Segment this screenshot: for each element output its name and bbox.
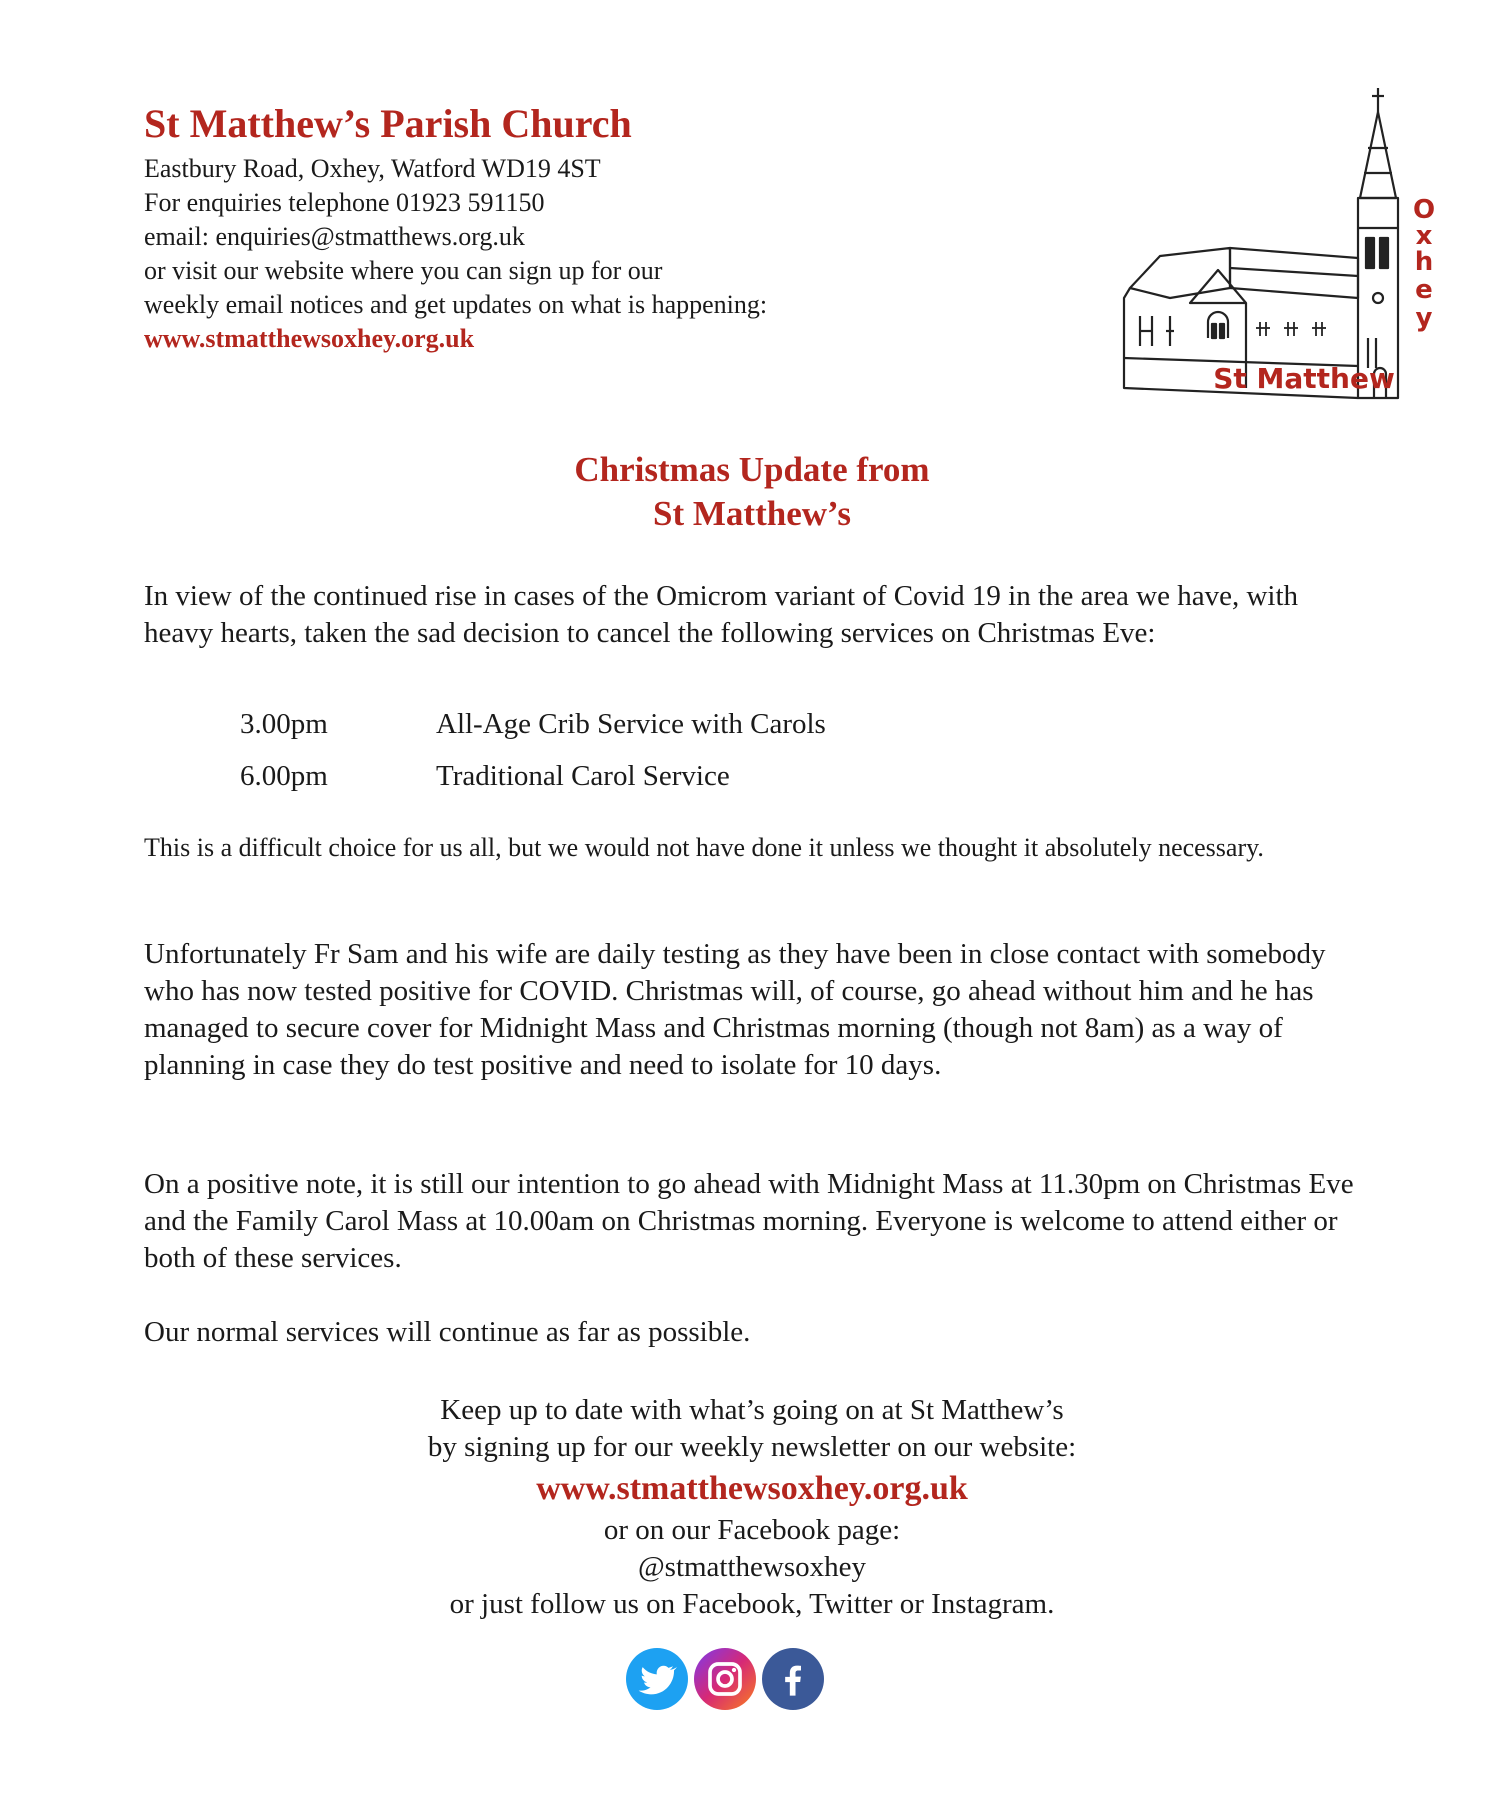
church-header <box>144 100 904 356</box>
church-logo <box>1110 88 1450 408</box>
cancelled-services-list <box>240 706 826 810</box>
service-time: 3.00pm <box>240 708 328 740</box>
footer-line2: by signing up for our weekly newsletter on our website: <box>427 1431 1077 1463</box>
facebook-icon[interactable] <box>762 1648 824 1710</box>
footer-website-link[interactable]: www.stmatthewsoxhey.org.uk <box>536 1470 968 1507</box>
title-line2: St Matthew’s <box>653 494 851 533</box>
service-row <box>240 706 826 758</box>
service-time: 6.00pm <box>240 760 328 792</box>
positive-note-paragraph: On a positive note, it is still our intention to go ahead with Midnight Mass at 11.30pm on Christmas Eve and the Family Carol Mass at 10.00am on Christmas morning. Everyone is welcome to attend either or both of these services. <box>144 1168 1354 1274</box>
service-name: All-Age Crib Service with Carols <box>436 708 826 740</box>
church-address: Eastbury Road, Oxhey, Watford WD19 4ST <box>144 154 601 183</box>
normal-services-paragraph: Our normal services will continue as far as possible. <box>144 1316 751 1348</box>
logo-letter-e: e <box>1415 275 1433 305</box>
footer-line1: Keep up to date with what’s going on at St Matthew’s <box>440 1394 1064 1426</box>
website-intro-line2: weekly email notices and get updates on what is happening: <box>144 290 768 319</box>
cancellation-paragraph: In view of the continued rise in cases of the Omicrom variant of Covid 19 in the area we have, with heavy hearts, taken the sad decision to cancel the following services on Christmas Eve: <box>144 580 1299 649</box>
page-title <box>0 448 1504 536</box>
logo-letter-x: x <box>1415 221 1433 251</box>
instagram-icon[interactable] <box>694 1648 756 1710</box>
logo-letter-o: O <box>1412 195 1436 225</box>
difficult-choice-paragraph: This is a difficult choice for us all, but we would not have done it unless we thought it absolutely necessary. <box>144 833 1264 862</box>
fr-sam-paragraph: Unfortunately Fr Sam and his wife are daily testing as they have been in close contact with somebody who has now tested positive for COVID. Christmas will, of course, go ahead without him and he has managed to secure cover for Midnight Mass and Christmas morning (though not 8am) as a way of planning in case they do test positive and need to isolate for 10 days. <box>144 938 1326 1081</box>
social-icons <box>626 1648 824 1710</box>
header-website-link[interactable]: www.stmatthewsoxhey.org.uk <box>144 324 475 353</box>
service-name: Traditional Carol Service <box>436 760 730 792</box>
website-intro-line1: or visit our website where you can sign up for our <box>144 256 663 285</box>
logo-letter-y: y <box>1415 303 1433 333</box>
logo-caption: St Matthew <box>1213 362 1395 395</box>
church-telephone: For enquiries telephone 01923 591150 <box>144 188 545 217</box>
logo-letter-h: h <box>1414 247 1434 277</box>
twitter-icon[interactable] <box>626 1648 688 1710</box>
service-row <box>240 758 826 810</box>
church-email: email: enquiries@stmatthews.org.uk <box>144 222 525 251</box>
church-name: St Matthew’s Parish Church <box>144 101 632 146</box>
footer-line4: or just follow us on Facebook, Twitter or Instagram. <box>449 1588 1055 1620</box>
footer-line3: or on our Facebook page: <box>603 1514 901 1546</box>
footer <box>0 1392 1504 1623</box>
facebook-handle[interactable]: @stmatthewsoxhey <box>637 1551 867 1583</box>
title-line1: Christmas Update from <box>574 450 930 489</box>
